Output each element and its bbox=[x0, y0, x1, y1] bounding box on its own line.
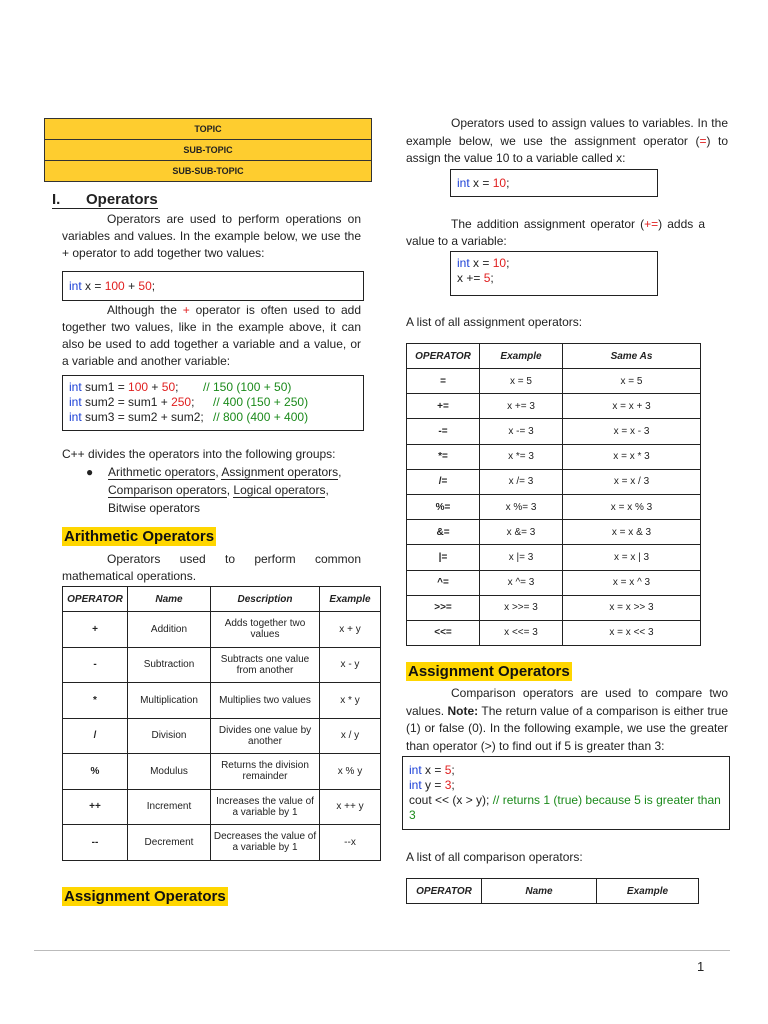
arithmetic-table-row bbox=[63, 647, 381, 683]
code-block-2 bbox=[62, 375, 364, 431]
arithmetic-cell: x / y bbox=[320, 718, 381, 754]
arithmetic-cell: x + y bbox=[320, 612, 381, 648]
assignment-table-row bbox=[407, 394, 701, 419]
arithmetic-cell: Adds together two values bbox=[211, 612, 320, 648]
right-paragraph-1: Operators used to assign values to variables. In the example below, we use the assignment operator (=) to assign the value 10 to a variable called x: bbox=[406, 116, 728, 165]
assignment-cell: x = x / 3 bbox=[563, 469, 701, 494]
arithmetic-cell: Increases the value of a variable by 1 bbox=[211, 789, 320, 825]
arithmetic-cell: Multiplies two values bbox=[211, 683, 320, 719]
arithmetic-cell: -- bbox=[63, 825, 128, 861]
assignment-table bbox=[406, 343, 701, 646]
arithmetic-cell: x * y bbox=[320, 683, 381, 719]
footer-divider bbox=[34, 950, 730, 951]
assignment-table-row bbox=[407, 570, 701, 595]
groups-line-2: Comparison operators, Logical operators, bbox=[108, 483, 329, 497]
arithmetic-cell: Subtraction bbox=[128, 647, 211, 683]
right-paragraph-2: The addition assignment operator (+=) adds a value to a variable: bbox=[406, 217, 706, 248]
assignment-table-header: OPERATOR Example Same As bbox=[407, 344, 701, 369]
assignment-cell: x += 3 bbox=[480, 394, 563, 419]
intro-paragraph: Operators are used to perform operations on variables and values. In the example below, we use the + operator to add together two values: bbox=[62, 212, 361, 260]
assignment-cell: %= bbox=[407, 494, 480, 519]
arithmetic-cell: Decreases the value of a variable by 1 bbox=[211, 825, 320, 861]
assignment-cell: x |= 3 bbox=[480, 545, 563, 570]
arithmetic-cell: ++ bbox=[63, 789, 128, 825]
assignment-cell: x = x | 3 bbox=[563, 545, 701, 570]
link-comparison-operators[interactable]: Comparison operators bbox=[108, 483, 227, 497]
comparison-paragraph: Comparison operators are used to compare two values. Note: The return value of a comparison is either true (1) or false (0). In the following example, we use the greater than operator (>) to find out if 5 is greater than 3: bbox=[406, 686, 728, 753]
assignment-cell: x &= 3 bbox=[480, 520, 563, 545]
assignment-table-row bbox=[407, 595, 701, 620]
arithmetic-table-row bbox=[63, 718, 381, 754]
arithmetic-cell: + bbox=[63, 612, 128, 648]
bitwise-operators-text: Bitwise operators bbox=[108, 501, 201, 515]
arithmetic-table-row bbox=[63, 754, 381, 790]
arithmetic-cell: Increment bbox=[128, 789, 211, 825]
assignment-table-row bbox=[407, 369, 701, 394]
arithmetic-cell: Addition bbox=[128, 612, 211, 648]
assignment-cell: &= bbox=[407, 520, 480, 545]
paragraph-2: Although the + operator is often used to add together two values, like in the example above, it can also be used to add together a variable and a value, or a variable and another variable: bbox=[62, 303, 361, 368]
assignment-cell: += bbox=[407, 394, 480, 419]
assignment-cell: x = x << 3 bbox=[563, 620, 701, 645]
arithmetic-description: Operators used to perform common mathematical operations. bbox=[62, 552, 361, 583]
assignment-cell: |= bbox=[407, 545, 480, 570]
sub-topic-row: SUB-TOPIC bbox=[45, 140, 371, 161]
page-number: 1 bbox=[697, 959, 705, 974]
arithmetic-cell: Modulus bbox=[128, 754, 211, 790]
topic-row: TOPIC bbox=[45, 119, 371, 140]
right-code-block-1: int x = 10; bbox=[450, 169, 658, 197]
comparison-list-intro: A list of all comparison operators: bbox=[406, 850, 583, 864]
assignment-cell: x ^= 3 bbox=[480, 570, 563, 595]
assignment-cell: >>= bbox=[407, 595, 480, 620]
assignment-cell: x /= 3 bbox=[480, 469, 563, 494]
arithmetic-table bbox=[62, 586, 381, 861]
arithmetic-table-row bbox=[63, 612, 381, 648]
code-line-3: int sum3 = sum2 + sum2; // 800 (400 + 400) bbox=[69, 410, 309, 424]
assignment-cell: x %= 3 bbox=[480, 494, 563, 519]
assignment-cell: = bbox=[407, 369, 480, 394]
code-block-1: int x = 100 + 50; bbox=[62, 271, 364, 301]
arithmetic-cell: x % y bbox=[320, 754, 381, 790]
topic-box bbox=[44, 118, 372, 182]
groups-line-3 bbox=[86, 499, 366, 517]
groups-list bbox=[86, 463, 366, 517]
arithmetic-heading: Arithmetic Operators bbox=[64, 528, 215, 545]
assignment-cell: x = x + 3 bbox=[563, 394, 701, 419]
assignment-table-row bbox=[407, 494, 701, 519]
assignment-cell: x = x ^ 3 bbox=[563, 570, 701, 595]
assignment-cell: ^= bbox=[407, 570, 480, 595]
sub-sub-topic-row: SUB-SUB-TOPIC bbox=[45, 161, 371, 181]
assignment-cell: x >>= 3 bbox=[480, 595, 563, 620]
arithmetic-table-row bbox=[63, 683, 381, 719]
assignment-table-row bbox=[407, 620, 701, 645]
arithmetic-cell: Subtracts one value from another bbox=[211, 647, 320, 683]
groups-intro: C++ divides the operators into the following groups: bbox=[62, 447, 336, 461]
arithmetic-cell: / bbox=[63, 718, 128, 754]
assignment-cell: x <<= 3 bbox=[480, 620, 563, 645]
arithmetic-cell: % bbox=[63, 754, 128, 790]
arithmetic-cell: x ++ y bbox=[320, 789, 381, 825]
code-line-1: int sum1 = 100 + 50; // 150 (100 + 50) bbox=[69, 380, 292, 394]
link-arithmetic-operators[interactable]: Arithmetic operators bbox=[108, 465, 216, 479]
assignment-cell: x = 5 bbox=[480, 369, 563, 394]
assignment-cell: x = x % 3 bbox=[563, 494, 701, 519]
link-assignment-operators[interactable]: Assignment operators bbox=[221, 465, 339, 479]
assignment-cell: <<= bbox=[407, 620, 480, 645]
link-logical-operators[interactable]: Logical operators bbox=[233, 483, 326, 497]
assignment-table-row bbox=[407, 469, 701, 494]
assignment-list-intro: A list of all assignment operators: bbox=[406, 315, 583, 329]
arithmetic-cell: --x bbox=[320, 825, 381, 861]
arithmetic-cell: Multiplication bbox=[128, 683, 211, 719]
arithmetic-cell: Divides one value by another bbox=[211, 718, 320, 754]
arithmetic-cell: * bbox=[63, 683, 128, 719]
right-code-block-3: int x = 5; int y = 3; cout << (x > y); // returns 1 (true) because 5 is greater than 3 bbox=[402, 756, 730, 830]
section-number: I. bbox=[52, 191, 86, 209]
assignment-table-row bbox=[407, 444, 701, 469]
arithmetic-cell: - bbox=[63, 647, 128, 683]
assignment-heading-left: Assignment Operators bbox=[64, 888, 226, 905]
arithmetic-table-header: OPERATOR Name Description Example bbox=[63, 587, 381, 612]
arithmetic-cell: Returns the division remainder bbox=[211, 754, 320, 790]
right-code-block-2: int x = 10; x += 5; bbox=[450, 251, 658, 296]
arithmetic-cell: Division bbox=[128, 718, 211, 754]
assignment-table-row bbox=[407, 419, 701, 444]
assignment-cell: x = x & 3 bbox=[563, 520, 701, 545]
section-heading bbox=[52, 191, 158, 209]
assignment-cell: *= bbox=[407, 444, 480, 469]
assignment-cell: x = x - 3 bbox=[563, 419, 701, 444]
code-line-2: int sum2 = sum1 + 250; // 400 (150 + 250) bbox=[69, 395, 309, 409]
assignment-cell: /= bbox=[407, 469, 480, 494]
assignment-table-row bbox=[407, 545, 701, 570]
assignment-table-row bbox=[407, 520, 701, 545]
arithmetic-cell: Decrement bbox=[128, 825, 211, 861]
assignment-cell: x *= 3 bbox=[480, 444, 563, 469]
groups-line-1: ● Arithmetic operators, Assignment operators, bbox=[86, 465, 342, 479]
arithmetic-table-row bbox=[63, 789, 381, 825]
comparison-table bbox=[406, 878, 699, 904]
arithmetic-cell: x - y bbox=[320, 647, 381, 683]
assignment-cell: x = 5 bbox=[563, 369, 701, 394]
comparison-table-header: OPERATOR Name Example bbox=[407, 879, 699, 904]
section-title: Operators bbox=[86, 191, 158, 208]
assignment-cell: x = x * 3 bbox=[563, 444, 701, 469]
assignment-cell: x = x >> 3 bbox=[563, 595, 701, 620]
assignment-heading-right: Assignment Operators bbox=[408, 663, 570, 680]
arithmetic-table-row bbox=[63, 825, 381, 861]
assignment-cell: -= bbox=[407, 419, 480, 444]
assignment-cell: x -= 3 bbox=[480, 419, 563, 444]
